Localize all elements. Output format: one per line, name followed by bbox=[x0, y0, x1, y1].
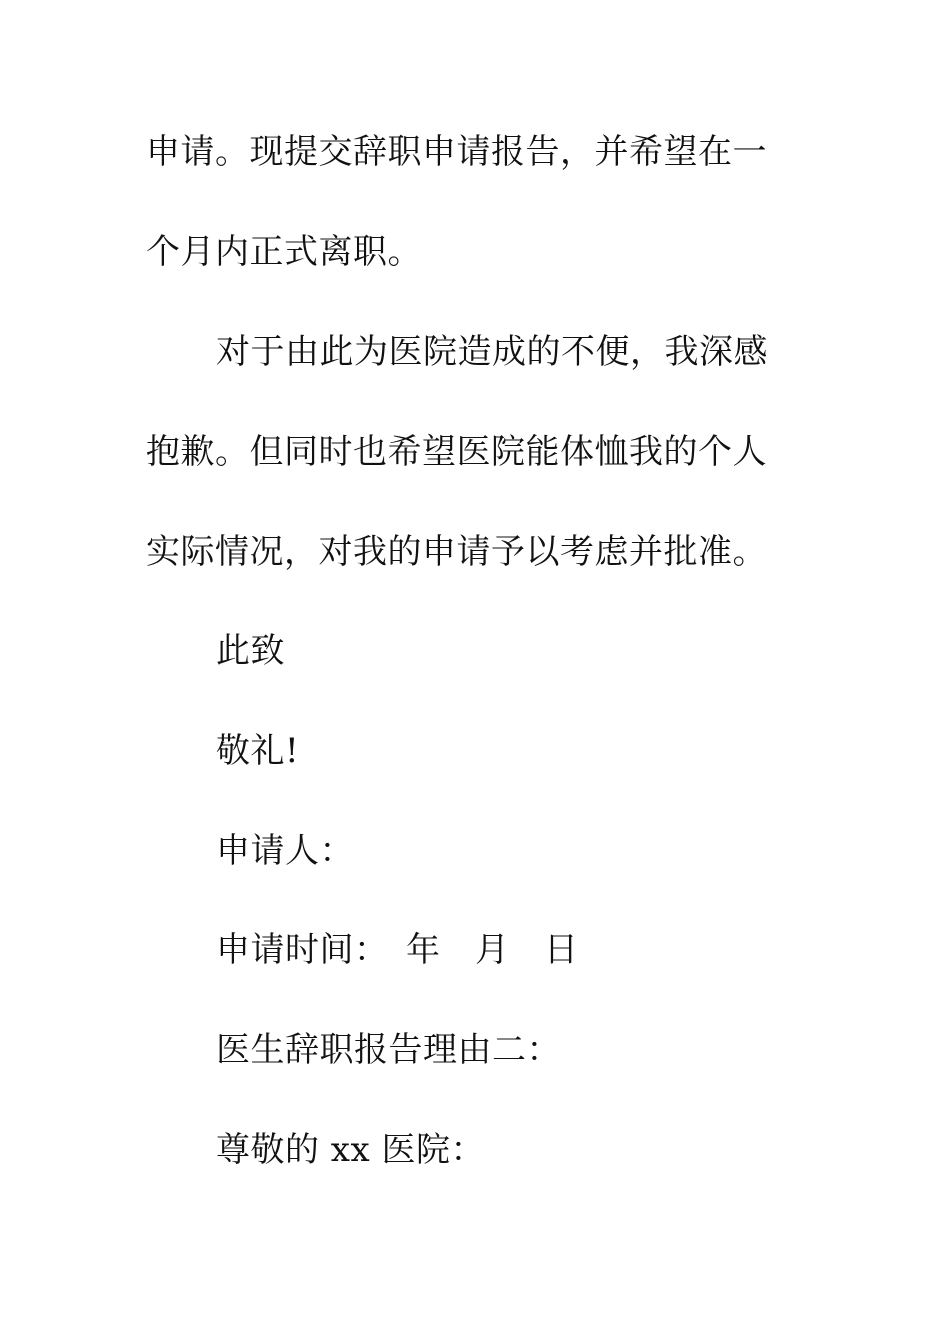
closing-salutation: 此致 bbox=[216, 631, 285, 671]
applicant-label: 申请人： bbox=[216, 831, 354, 871]
paragraph-line: 个月内正式离职。 bbox=[146, 232, 422, 272]
closing-regards: 敬礼! bbox=[216, 731, 300, 771]
section-heading: 医生辞职报告理由二： bbox=[216, 1030, 561, 1070]
paragraph-line: 抱歉。但同时也希望医院能体恤我的个人 bbox=[146, 432, 767, 472]
paragraph-line: 实际情况，对我的申请予以考虑并批准。 bbox=[146, 532, 767, 572]
paragraph-line: 对于由此为医院造成的不便，我深感 bbox=[216, 332, 768, 372]
application-date-line: 申请时间： 年 月 日 bbox=[216, 930, 579, 970]
paragraph-line: 申请。现提交辞职申请报告，并希望在一 bbox=[146, 132, 767, 172]
salutation-line: 尊敬的 xx 医院： bbox=[216, 1130, 485, 1170]
